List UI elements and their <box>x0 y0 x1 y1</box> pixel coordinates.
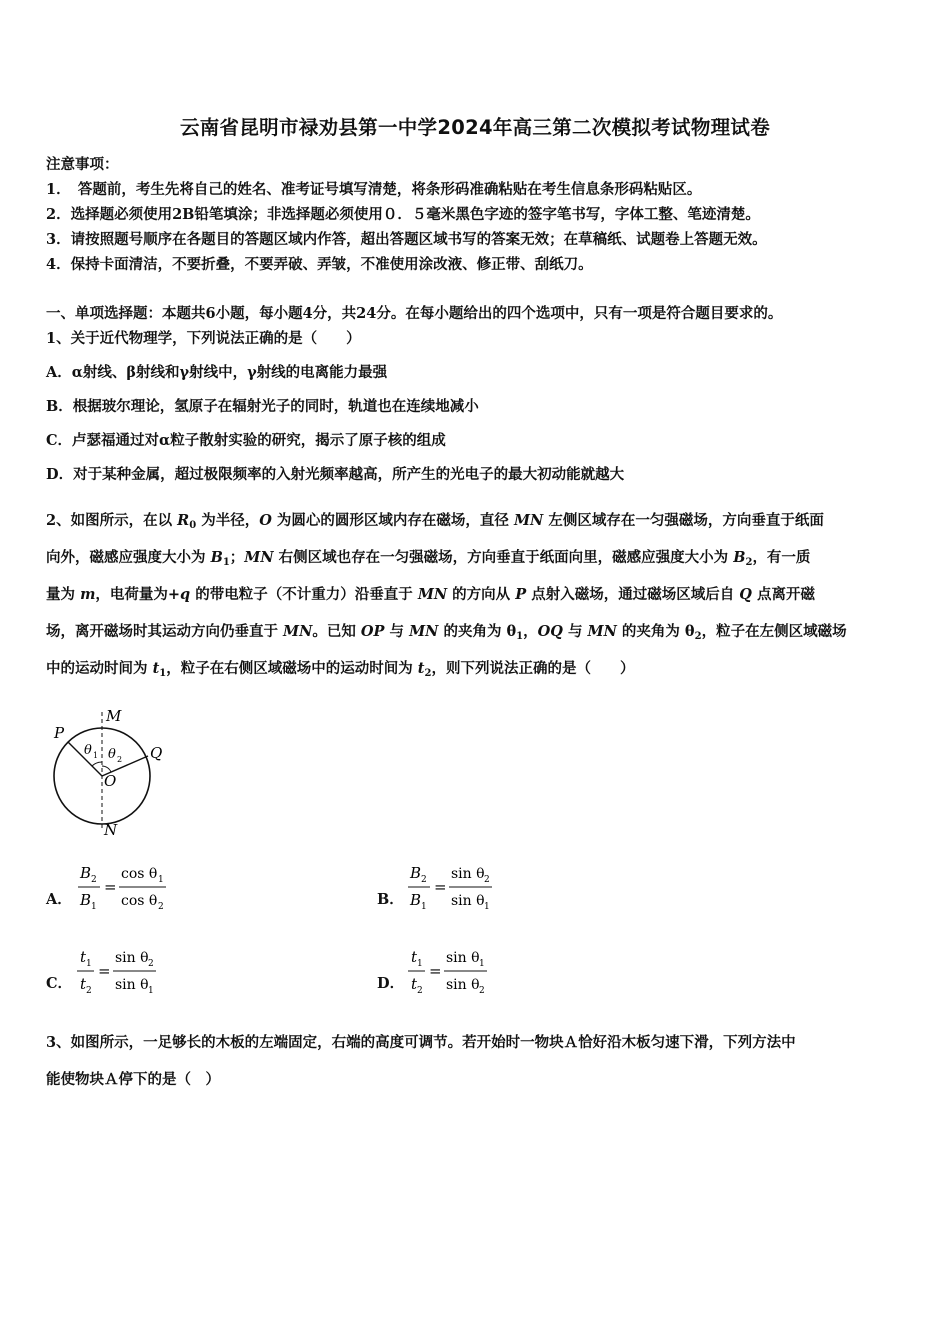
b-rhs-num: sin θ <box>451 866 485 882</box>
q2-line-1: 2、如图所示，在以 $R_0$ 为半径，O 为圆心的圆形区域内存在磁场，直径 MN 左侧区域存在一匀强磁场，方向垂直于纸面 <box>46 512 824 531</box>
b-rhs-den: sin θ <box>451 893 485 909</box>
b-rhs-den-sub: 1 <box>484 902 490 912</box>
d-rhs-num: sin θ <box>446 950 480 966</box>
c-rhs-den: sin θ <box>115 977 149 993</box>
notice-item-1: 1． 答题前，考生先将自己的姓名、准考证号填写清楚，将条形码准确粘贴在考生信息条形码粘贴区。 <box>46 181 702 198</box>
notice-item-3: 3．请按照题号顺序在各题目的答题区域内作答，超出答题区域书写的答案无效；在草稿纸、试题卷上答题无效。 <box>46 231 767 248</box>
label-q: Q <box>150 744 163 762</box>
label-o: O <box>104 772 117 790</box>
d-lhs-num-sub: 1 <box>417 959 423 969</box>
q1-stem: 1、关于近代物理学，下列说法正确的是（ ） <box>46 330 361 347</box>
d-rhs-num-sub: 1 <box>479 959 485 969</box>
notice-item-4: 4．保持卡面清洁，不要折叠，不要弄破、弄皱，不准使用涂改液、修正带、刮纸刀。 <box>46 256 593 273</box>
q2-option-a-formula <box>76 860 186 914</box>
label-n: N <box>104 821 118 839</box>
b-lhs-den-sub: 1 <box>421 902 427 912</box>
q1-option-d: D．对于某种金属，超过极限频率的入射光频率越高，所产生的光电子的最大初动能就越大 <box>46 466 625 483</box>
c-rhs-num: sin θ <box>115 950 149 966</box>
q2-option-d-formula <box>405 944 515 998</box>
q2-line-4: 场，离开磁场时其运动方向仍垂直于 MN。已知 OP 与 MN 的夹角为 $\theta_1$，OQ 与 MN 的夹角为 $\theta_2$，粒子在左侧区域磁场 <box>46 623 847 642</box>
d-eq: = <box>429 962 442 980</box>
b-rhs-num-sub: 2 <box>484 875 490 885</box>
a-lhs-num-sub: 2 <box>91 875 97 885</box>
theta1-arc <box>92 762 102 766</box>
page-title: 云南省昆明市禄劝县第一中学2024年高三第二次模拟考试物理试卷 <box>179 116 771 139</box>
q2-line-5: 中的运动时间为 $t_1$，粒子在右侧区域磁场中的运动时间为 $t_2$，则下列说法正确的是（ ） <box>46 660 635 679</box>
label-m: M <box>106 707 122 725</box>
a-lhs-den-sub: 1 <box>91 902 97 912</box>
a-rhs-den-sub: 2 <box>158 902 164 912</box>
q2-line-2: 向外，磁感应强度大小为 $B_1$；MN 右侧区域也存在一匀强磁场，方向垂直于纸面向里，磁感应强度大小为 $B_2$，有一质 <box>46 549 811 568</box>
a-rhs-num: cos θ <box>121 866 158 882</box>
q2-option-d-label: D． <box>377 975 405 992</box>
q1-option-b: B．根据玻尔理论，氢原子在辐射光子的同时，轨道也在连续地减小 <box>46 398 479 415</box>
a-rhs-num-sub: 1 <box>158 875 164 885</box>
q2-option-b-formula <box>406 860 516 914</box>
q1-option-a: A．α射线、β射线和γ射线中，γ射线的电离能力最强 <box>46 364 388 381</box>
a-lhs-den: B <box>80 891 92 909</box>
b-lhs-num-sub: 2 <box>421 875 427 885</box>
notice-heading: 注意事项： <box>46 156 119 173</box>
q1-option-c: C．卢瑟福通过对α粒子散射实验的研究，揭示了原子核的组成 <box>46 432 446 449</box>
d-rhs-den-sub: 2 <box>479 986 485 996</box>
q2-option-c-label: C． <box>46 975 73 992</box>
a-lhs-num: B <box>80 864 92 882</box>
label-p: P <box>54 724 65 742</box>
label-theta1-sub: 1 <box>93 751 99 760</box>
label-theta2: θ <box>108 747 116 762</box>
q2-line-3: 量为 m，电荷量为+q 的带电粒子（不计重力）沿垂直于 MN 的方向从 P 点射入磁场，通过磁场区域后自 Q 点离开磁 <box>46 586 815 603</box>
label-theta1: θ <box>84 743 92 758</box>
notice-item-2: 2．选择题必须使用2B铅笔填涂；非选择题必须使用０．５毫米黑色字迹的签字笔书写，字体工整、笔迹清楚。 <box>46 206 760 223</box>
c-lhs-den-sub: 2 <box>86 986 92 996</box>
a-eq: = <box>104 878 117 896</box>
b-lhs-num: B <box>410 864 422 882</box>
q3-line-1: 3、如图所示，一足够长的木板的左端固定，右端的高度可调节。若开始时一物块Ａ恰好沿木板匀速下滑，下列方法中 <box>46 1034 796 1051</box>
c-eq: = <box>98 962 111 980</box>
q3-line-2: 能使物块Ａ停下的是（ ） <box>46 1071 220 1088</box>
c-lhs-num-sub: 1 <box>86 959 92 969</box>
label-theta2-sub: 2 <box>117 755 123 764</box>
q2-figure <box>48 700 178 840</box>
c-rhs-num-sub: 2 <box>148 959 154 969</box>
b-eq: = <box>434 878 447 896</box>
c-lhs-den: t <box>80 975 87 993</box>
q2-option-c-formula <box>74 944 184 998</box>
b-lhs-den: B <box>410 891 422 909</box>
d-rhs-den: sin θ <box>446 977 480 993</box>
d-lhs-num: t <box>411 948 418 966</box>
q2-option-b-label: B． <box>377 891 404 908</box>
section-heading: 一、单项选择题：本题共6小题，每小题4分，共24分。在每小题给出的四个选项中，只有一项是符合题目要求的。 <box>46 305 783 322</box>
d-lhs-den-sub: 2 <box>417 986 423 996</box>
d-lhs-den: t <box>411 975 418 993</box>
c-lhs-num: t <box>80 948 87 966</box>
q2-option-a-label: A． <box>46 891 72 908</box>
c-rhs-den-sub: 1 <box>148 986 154 996</box>
a-rhs-den: cos θ <box>121 893 158 909</box>
